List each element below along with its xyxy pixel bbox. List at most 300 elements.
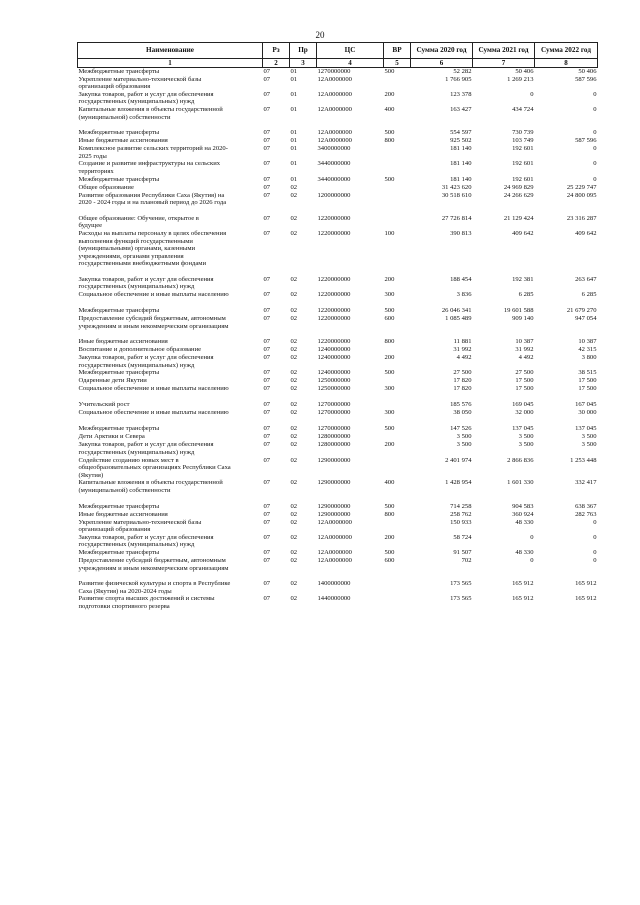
row-sum-2021: 32 000: [515, 409, 534, 417]
row-sum-2021: 434 724: [512, 105, 534, 113]
table-row: [78, 176, 598, 184]
row-sum-2022: 167 045: [575, 401, 597, 409]
row-pr: 02: [290, 369, 298, 377]
row-rz: 07: [263, 433, 271, 441]
row-name-line: Содействие созданию новых мест в: [78, 456, 179, 464]
row-name: [78, 409, 263, 417]
row-vr: [384, 215, 411, 230]
row-sum-2022: 263 647: [575, 275, 597, 283]
row-cs: 1220000000: [317, 291, 351, 299]
row-vr: 100: [384, 229, 395, 237]
row-rz: 07: [263, 556, 271, 564]
row-sum-2022: 6 285: [581, 291, 597, 299]
row-sum-2020: 58 724: [453, 533, 472, 541]
row-name-line: Воспитание и дополнительное образование: [78, 346, 202, 354]
row-sum-2021: 730 739: [512, 129, 534, 137]
row-sum-2020: 1 085 489: [445, 315, 472, 323]
row-sum-2020: 147 526: [450, 425, 472, 433]
row-rz: 07: [263, 595, 271, 603]
row-sum-2021: 192 381: [512, 275, 534, 283]
row-pr: 01: [290, 68, 298, 75]
header-sum-2021: Сумма 2021 год: [473, 43, 535, 59]
row-rz: 07: [263, 291, 271, 299]
row-rz: 07: [263, 385, 271, 393]
row-pr: 02: [290, 191, 298, 199]
row-cs: 12А0000000: [317, 548, 352, 556]
row-name-line: (муниципальной) собственности: [78, 113, 171, 121]
row-name-line: организаций образования: [78, 83, 151, 91]
row-name: [78, 346, 263, 354]
row-sum-2022: 17 500: [578, 385, 597, 393]
row-name-line: Межбюджетные трансферты: [78, 502, 160, 510]
row-spacer-cell: [78, 572, 598, 580]
row-cs: 1220000000: [317, 275, 351, 283]
row-name-line: выполнения функций государственными: [78, 237, 193, 245]
table-row: [78, 385, 598, 393]
row-vr: [384, 192, 411, 207]
row-vr: 600: [384, 556, 395, 564]
column-number: 4: [317, 59, 384, 68]
row-name: [78, 511, 263, 519]
row-pr: 02: [290, 409, 298, 417]
row-name: [78, 354, 263, 369]
row-vr: [384, 76, 411, 91]
row-cs: 1400000000: [317, 580, 351, 588]
row-sum-2021: 192 601: [512, 145, 534, 153]
row-rz: 07: [263, 214, 271, 222]
row-spacer-cell: [78, 121, 598, 129]
row-name-line: Создание и развитие инфраструктуры на сельских: [78, 160, 221, 168]
row-name-line: территориях: [78, 167, 114, 175]
row-sum-2021: 17 500: [515, 385, 534, 393]
row-spacer-cell: [78, 417, 598, 425]
table-row: [78, 338, 598, 346]
column-number: 3: [290, 59, 317, 68]
row-sum-2021: 6 285: [518, 291, 534, 299]
row-name-line: Закупка товаров, работ и услуг для обеспечения: [78, 275, 214, 283]
row-sum-2022: 0: [593, 175, 597, 183]
row-sum-2020: 150 933: [450, 518, 472, 526]
row-rz: 07: [263, 68, 271, 75]
table-row: [78, 519, 598, 534]
column-number-row: [78, 59, 598, 68]
row-name: [78, 338, 263, 346]
table-row: [78, 315, 598, 330]
row-cs: 1270000000: [317, 401, 351, 409]
row-vr: 200: [384, 533, 395, 541]
table-row: [78, 291, 598, 299]
row-cs: 12А0000000: [317, 75, 352, 83]
row-name: [78, 160, 263, 175]
row-vr: 600: [384, 315, 395, 323]
row-pr: 02: [290, 479, 298, 487]
table-row: [78, 307, 598, 315]
row-name-line: Иные бюджетные ассигнования: [78, 137, 168, 145]
row-sum-2021: 165 912: [512, 595, 534, 603]
table-row: [78, 346, 598, 354]
row-pr: 02: [290, 275, 298, 283]
row-pr: 01: [290, 75, 298, 83]
row-pr: 02: [290, 315, 298, 323]
row-name-line: (муниципальной) собственности: [78, 487, 171, 494]
table-row: [78, 354, 598, 369]
row-vr: 500: [384, 68, 395, 75]
row-sum-2020: 26 046 341: [441, 307, 472, 315]
row-name-line: Укрепление материально-технической базы: [78, 75, 202, 83]
table-row: [78, 377, 598, 385]
row-sum-2022: 137 045: [575, 425, 597, 433]
budget-table: [77, 42, 598, 611]
row-pr: 02: [290, 433, 298, 441]
row-name-line: учреждениям и иным некоммерческим организациям: [78, 564, 229, 572]
row-pr: 02: [290, 518, 298, 526]
row-rz: 07: [263, 479, 271, 487]
row-rz: 07: [263, 441, 271, 449]
row-rz: 07: [263, 518, 271, 526]
row-name: [78, 369, 263, 377]
row-sum-2020: 17 820: [453, 377, 472, 385]
column-number: 7: [473, 59, 535, 68]
row-name-line: Развитие образования Республики Саха (Якутия) на: [78, 191, 225, 199]
row-name-line: 2025 годы: [78, 152, 107, 160]
row-sum-2022: 0: [593, 548, 597, 556]
row-rz: 07: [263, 160, 271, 168]
row-sum-2020: 702: [461, 556, 472, 564]
row-name: [78, 76, 263, 91]
row-sum-2020: 258 762: [450, 510, 472, 518]
column-number: 1: [78, 59, 263, 68]
row-cs: 1280000000: [317, 433, 351, 441]
row-name-line: Закупка товаров, работ и услуг для обеспечения: [78, 354, 214, 362]
row-pr: 02: [290, 229, 298, 237]
row-rz: 07: [263, 145, 271, 153]
row-cs: 1240000000: [317, 346, 351, 354]
row-name: [78, 557, 263, 572]
row-name-line: Общее образование: [78, 183, 134, 191]
row-cs: 3440000000: [317, 175, 351, 183]
row-cs: 1270000000: [317, 425, 351, 433]
row-vr: 500: [384, 548, 395, 556]
row-cs: 1290000000: [317, 510, 351, 518]
row-sum-2022: 17 500: [578, 377, 597, 385]
table-row: [78, 580, 598, 595]
row-cs: 1270000000: [317, 409, 351, 417]
table-row: [78, 425, 598, 433]
row-name: [78, 230, 263, 268]
row-cs: 12А0000000: [317, 129, 352, 137]
table-row: [78, 511, 598, 519]
table-row: [78, 184, 598, 192]
row-cs: 1240000000: [317, 369, 351, 377]
row-name: [78, 549, 263, 557]
row-cs: 1220000000: [317, 338, 351, 346]
row-sum-2021: 192 601: [512, 160, 534, 168]
row-cs: 1200000000: [317, 191, 351, 199]
table-row: [78, 160, 598, 175]
table-row: [78, 76, 598, 91]
row-sum-2022: 282 763: [575, 510, 597, 518]
row-pr: 01: [290, 129, 298, 137]
row-name-line: государственных (муниципальных) нужд: [78, 541, 195, 549]
row-sum-2022: 3 800: [581, 354, 597, 362]
table-row: [78, 192, 598, 207]
row-spacer-cell: [78, 268, 598, 276]
row-sum-2021: 0: [530, 556, 534, 564]
row-rz: 07: [263, 401, 271, 409]
row-pr: 02: [290, 441, 298, 449]
table-row: [78, 129, 598, 137]
row-rz: 07: [263, 346, 271, 354]
row-vr: 800: [384, 338, 395, 346]
row-vr: 500: [384, 307, 395, 315]
row-sum-2022: 332 417: [575, 479, 597, 487]
row-rz: 07: [263, 409, 271, 417]
row-rz: 07: [263, 533, 271, 541]
row-name-line: Капитальные вложения в объекты государственной: [78, 105, 223, 113]
row-sum-2020: 52 282: [453, 68, 472, 75]
header-row: [78, 43, 598, 59]
row-sum-2020: 181 140: [450, 175, 472, 183]
table-row: [78, 503, 598, 511]
row-name: [78, 106, 263, 121]
row-pr: 02: [290, 346, 298, 354]
table-row: [78, 479, 598, 494]
table-row: [78, 215, 598, 230]
table-row: [78, 276, 598, 291]
row-pr: 01: [290, 105, 298, 113]
table-row: [78, 549, 598, 557]
row-name-line: Капитальные вложения в объекты государственной: [78, 479, 223, 487]
row-name: [78, 377, 263, 385]
row-sum-2021: 50 406: [515, 68, 534, 75]
table-row: [78, 401, 598, 409]
row-name-line: Межбюджетные трансферты: [78, 129, 160, 137]
row-name: [78, 580, 263, 595]
row-cs: 1440000000: [317, 595, 351, 603]
row-rz: 07: [263, 502, 271, 510]
row-sum-2021: 1 269 213: [507, 75, 534, 83]
row-name: [78, 276, 263, 291]
row-name-line: Одаренные дети Якутии: [78, 377, 147, 385]
row-sum-2021: 409 642: [512, 229, 534, 237]
row-pr: 02: [290, 401, 298, 409]
row-pr: 02: [290, 307, 298, 315]
row-vr: [384, 580, 411, 595]
row-sum-2020: 188 454: [450, 275, 472, 283]
row-sum-2020: 181 140: [450, 145, 472, 153]
row-sum-2022: 587 596: [575, 75, 597, 83]
row-sum-2022: 0: [593, 518, 597, 526]
row-rz: 07: [263, 548, 271, 556]
row-pr: 02: [290, 556, 298, 564]
row-pr: 02: [290, 425, 298, 433]
row-name: [78, 534, 263, 549]
row-sum-2022: 30 000: [578, 409, 597, 417]
row-pr: 02: [290, 510, 298, 518]
column-number: 2: [263, 59, 290, 68]
row-sum-2020: 31 992: [453, 346, 472, 354]
row-name-line: Социальное обеспечение и иные выплаты населению: [78, 409, 229, 417]
row-sum-2022: 21 679 270: [566, 307, 597, 315]
row-spacer-cell: [78, 393, 598, 401]
row-sum-2021: 24 266 629: [503, 191, 534, 199]
row-vr: 400: [384, 105, 395, 113]
table-body: [78, 68, 598, 611]
row-spacer-cell: [78, 495, 598, 503]
row-sum-2022: 409 642: [575, 229, 597, 237]
row-cs: 1270000000: [317, 68, 351, 75]
row-sum-2021: 24 969 829: [503, 183, 534, 191]
row-name: [78, 315, 263, 330]
row-sum-2022: 1 253 448: [570, 456, 597, 464]
row-spacer: [78, 495, 598, 503]
row-pr: 02: [290, 456, 298, 464]
row-pr: 02: [290, 354, 298, 362]
row-name-line: Дети Арктики и Севера: [78, 433, 145, 441]
row-sum-2020: 173 565: [450, 595, 472, 603]
row-sum-2022: 0: [593, 129, 597, 137]
row-vr: [384, 457, 411, 480]
row-sum-2022: 3 500: [581, 433, 597, 441]
row-name-line: учреждениям и иным некоммерческим организациям: [78, 322, 229, 330]
row-sum-2020: 1 428 954: [445, 479, 472, 487]
row-sum-2022: 42 315: [578, 346, 597, 354]
row-sum-2020: 554 597: [450, 129, 472, 137]
row-name-line: Межбюджетные трансферты: [78, 307, 160, 315]
row-sum-2020: 38 050: [453, 409, 472, 417]
header-sum-2022: Сумма 2022 год: [535, 43, 598, 59]
row-vr: 500: [384, 129, 395, 137]
row-name-line: Социальное обеспечение и иные выплаты населению: [78, 291, 229, 299]
row-rz: 07: [263, 425, 271, 433]
row-vr: [384, 595, 411, 610]
header-name: Наименование: [78, 43, 263, 59]
row-name-line: государственных (муниципальных) нужд: [78, 98, 195, 106]
row-name-line: Предоставление субсидий бюджетным, автономным: [78, 315, 226, 323]
row-name-line: Иные бюджетные ассигнования: [78, 510, 168, 518]
row-vr: [384, 433, 411, 441]
row-sum-2022: 165 912: [575, 595, 597, 603]
row-vr: 500: [384, 369, 395, 377]
row-sum-2021: 103 749: [512, 137, 534, 145]
row-sum-2020: 3 500: [456, 441, 472, 449]
row-sum-2022: 638 367: [575, 502, 597, 510]
header-rz: Рз: [263, 43, 290, 59]
row-sum-2021: 21 129 424: [503, 214, 534, 222]
row-spacer: [78, 330, 598, 338]
row-pr: 01: [290, 145, 298, 153]
row-name-line: Межбюджетные трансферты: [78, 175, 160, 183]
row-name-line: Учительский рост: [78, 401, 130, 409]
row-sum-2021: 909 140: [512, 315, 534, 323]
row-sum-2020: 123 378: [450, 90, 472, 98]
row-sum-2020: 390 813: [450, 229, 472, 237]
row-sum-2020: 714 258: [450, 502, 472, 510]
row-sum-2022: 165 912: [575, 580, 597, 588]
table-row: [78, 145, 598, 160]
row-sum-2021: 192 601: [512, 175, 534, 183]
row-sum-2021: 137 045: [512, 425, 534, 433]
row-vr: 500: [384, 502, 395, 510]
row-vr: 200: [384, 441, 395, 449]
table-row: [78, 137, 598, 145]
row-name: [78, 401, 263, 409]
row-spacer: [78, 393, 598, 401]
row-vr: 300: [384, 385, 395, 393]
row-name-line: государственных (муниципальных) нужд: [78, 283, 195, 291]
row-name-line: Развитие физической культуры и спорта в Республике: [78, 580, 231, 588]
row-vr: [384, 145, 411, 160]
header-vr: ВР: [384, 43, 411, 59]
row-sum-2022: 0: [593, 533, 597, 541]
row-pr: 01: [290, 160, 298, 168]
row-sum-2021: 3 500: [518, 441, 534, 449]
row-sum-2021: 0: [530, 533, 534, 541]
row-sum-2022: 50 406: [578, 68, 597, 75]
row-pr: 02: [290, 291, 298, 299]
row-name-line: Межбюджетные трансферты: [78, 548, 160, 556]
row-name-line: 2020 - 2024 годы и на плановый период до 2026 года: [78, 199, 227, 207]
row-name-line: Расходы на выплаты персоналу в целях обеспечения: [78, 229, 227, 237]
row-name: [78, 307, 263, 315]
row-cs: 1240000000: [317, 354, 351, 362]
row-sum-2021: 904 583: [512, 502, 534, 510]
row-name: [78, 184, 263, 192]
header-cs: ЦС: [317, 43, 384, 59]
row-vr: [384, 377, 411, 385]
row-name: [78, 145, 263, 160]
row-sum-2020: 2 401 974: [445, 456, 472, 464]
row-sum-2020: 17 820: [453, 385, 472, 393]
row-sum-2020: 181 140: [450, 160, 472, 168]
row-name-line: Закупка товаров, работ и услуг для обеспечения: [78, 533, 214, 541]
table-row: [78, 595, 598, 610]
table-row: [78, 409, 598, 417]
row-sum-2022: 24 800 095: [566, 191, 597, 199]
row-sum-2021: 48 330: [515, 548, 534, 556]
row-name: [78, 479, 263, 494]
column-number: 8: [535, 59, 598, 68]
row-pr: 02: [290, 385, 298, 393]
row-name: [78, 176, 263, 184]
row-cs: 1220000000: [317, 229, 351, 237]
row-cs: 1250000000: [317, 385, 351, 393]
row-rz: 07: [263, 229, 271, 237]
row-cs: 1290000000: [317, 479, 351, 487]
row-cs: 12А0000000: [317, 90, 352, 98]
row-sum-2020: 11 881: [453, 338, 472, 346]
row-rz: 07: [263, 307, 271, 315]
row-rz: 07: [263, 137, 271, 145]
row-sum-2021: 3 500: [518, 433, 534, 441]
row-rz: 07: [263, 338, 271, 346]
row-name-line: Развитие спорта высших достижений и системы: [78, 595, 215, 603]
row-sum-2022: 0: [593, 105, 597, 113]
row-name-line: Комплексное развитие сельских территорий на 2020-: [78, 145, 228, 153]
row-name: [78, 441, 263, 456]
row-spacer: [78, 572, 598, 580]
row-pr: 02: [290, 533, 298, 541]
row-sum-2022: 0: [593, 160, 597, 168]
row-name-line: организаций образования: [78, 526, 151, 534]
row-name: [78, 519, 263, 534]
row-name-line: Общее образование: Обучение, открытое в: [78, 214, 199, 222]
row-sum-2020: 3 836: [456, 291, 472, 299]
row-spacer: [78, 268, 598, 276]
row-name-line: государственных (муниципальных) нужд: [78, 361, 195, 369]
row-rz: 07: [263, 105, 271, 113]
row-spacer: [78, 299, 598, 307]
